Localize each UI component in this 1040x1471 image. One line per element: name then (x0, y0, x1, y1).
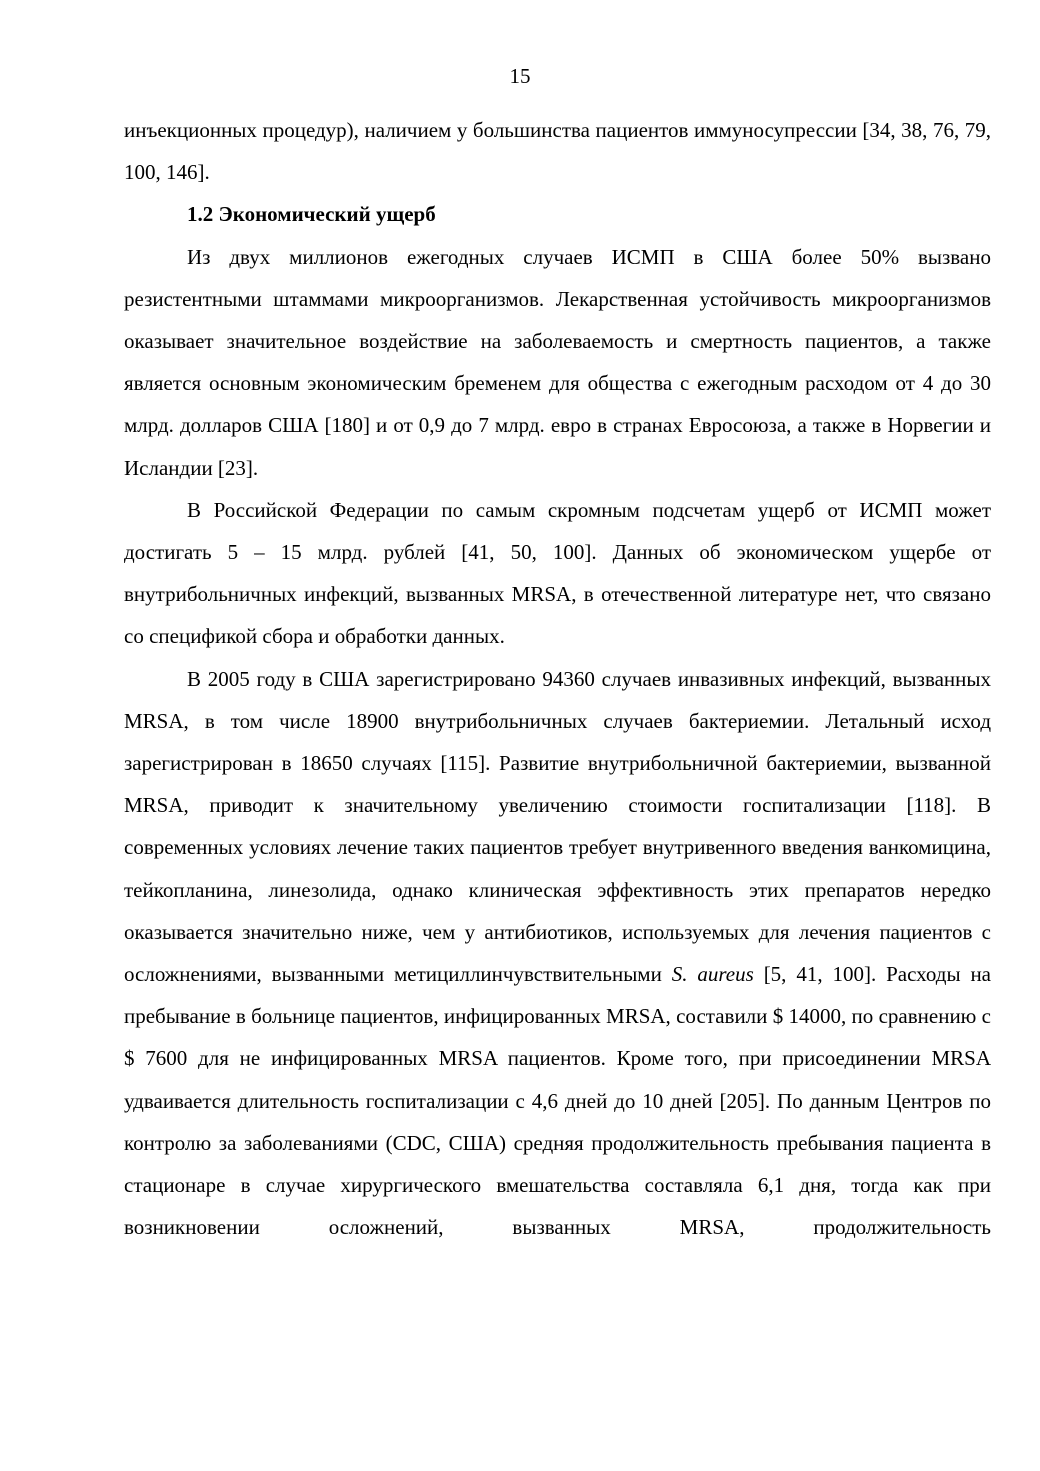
paragraph-continued: инъекционных процедур), наличием у большинства пациентов иммуносупрессии [34, 38, 76, 79, 100, 146]. (124, 118, 991, 185)
page-number: 15 (509, 64, 531, 88)
paragraph-text-part-1: В 2005 году в США зарегистрировано 94360 случаев инвазивных инфекций, вызванных MRSA, в том числе 18900 внутрибольничных случаев бактериемии. Летальный исход зарегистрирован в 18650 случаях [115]. Развитие внутрибольничной бактериемии, вызванной MRSA, приводит к значительному увеличению стоимости госпитализации [118]. В современных условиях лечение таких пациентов требует внутривенного введения ванкомицина, тейкопланина, линезолида, однако клиническая эффективность этих препаратов нередко оказывается значительно ниже, чем у антибиотиков, используемых для лечения пациентов с осложнениями, вызванными метициллинчувствительными (124, 666, 991, 987)
document-body (124, 109, 991, 1248)
section-heading: 1.2 Экономический ущерб (187, 202, 436, 227)
paragraph-resistance-burden: Из двух миллионов ежегодных случаев ИСМП в США более 50% вызвано резистентными штаммами микроорганизмов. Лекарственная устойчивость микроорганизмов оказывает значительное воздействие на заболеваемость и смертность пациентов, а также является основным экономическим бременем для общества с ежегодным расходом от 4 до 30 млрд. долларов США [180] и от 0,9 до 7 млрд. евро в странах Евросоюза, а также в Норвегии и Исландии [23]. (124, 244, 991, 480)
paragraph-russian-federation: В Российской Федерации по самым скромным подсчетам ущерб от ИСМП может достигать 5 – 15 млрд. рублей [41, 50, 100]. Данных об экономическом ущербе от внутрибольничных инфекций, вызванных MRSA, в отечественной литературе нет, что связано со спецификой сбора и обработки данных. (124, 497, 991, 649)
paragraph-usa-mrsa (124, 658, 991, 1249)
species-name: S. aureus (671, 962, 754, 987)
paragraph-text-part-2: [5, 41, 100]. Расходы на пребывание в больнице пациентов, инфицированных MRSA, составили $ 14000, по сравнению с $ 7600 для не инфицированных MRSA пациентов. Кроме того, при присоединении MRSA удваивается длительность госпитализации с 4,6 дней до 10 дней [205]. По данным Центров по контролю за заболеваниями (CDC, США) средняя продолжительность пребывания пациента в стационаре в случае хирургического вмешательства составляла 6,1 дня, тогда как при возникновении осложнений, вызванных MRSA, продолжительность (124, 962, 992, 1240)
